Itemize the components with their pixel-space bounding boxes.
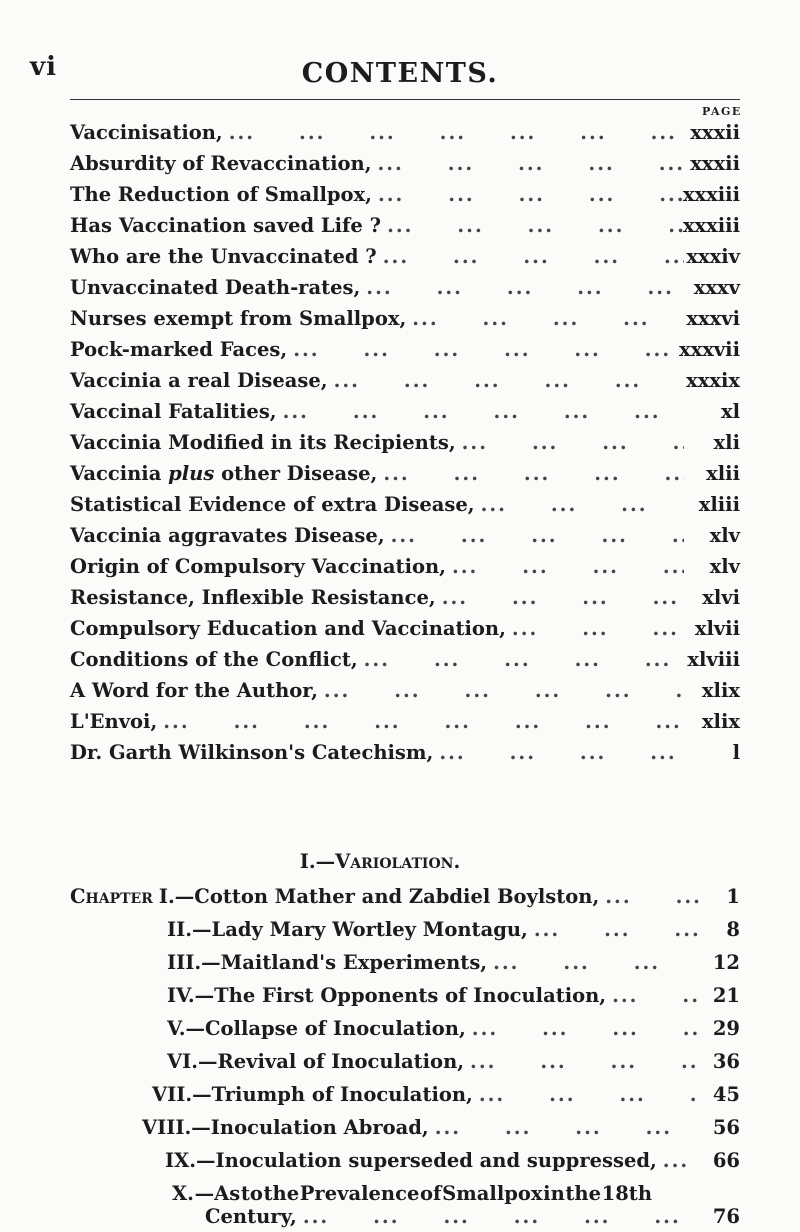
page-column-label: PAGE <box>702 105 742 118</box>
toc-entry-title: Vaccinia Modified in its Recipients, <box>70 431 456 454</box>
word: —As <box>194 1182 241 1205</box>
toc-entry-page: xliii <box>698 493 740 516</box>
dot-leader <box>506 614 684 644</box>
chapter-page: 56 <box>712 1116 740 1139</box>
toc-entry[interactable] <box>70 211 740 241</box>
toc-entry-title: Vaccinia a real Disease, <box>70 369 328 392</box>
dot-leader <box>657 1146 700 1176</box>
chapter-entry[interactable] <box>152 1080 740 1110</box>
toc-entry-title: Has Vaccination saved Life ? <box>70 214 382 237</box>
dot-leader <box>475 490 684 520</box>
chapter-title-text: Century, <box>205 1205 297 1228</box>
dot-leader <box>297 1202 700 1232</box>
chapter-title <box>167 1047 464 1077</box>
page-number: vi <box>30 52 57 82</box>
toc-entry-title: Vaccinal Fatalities, <box>70 400 277 423</box>
dot-leader <box>433 738 684 768</box>
chapter-title-text: —Revival of Inoculation, <box>198 1050 465 1073</box>
toc-entry-title: Vaccinisation, <box>70 121 223 144</box>
toc-entry-page: xxxix <box>686 369 740 392</box>
chapter-title-text: —Lady Mary Wortley Montagu, <box>192 918 528 941</box>
chapter-page: 12 <box>712 951 740 974</box>
word: in <box>543 1182 565 1205</box>
toc-entry[interactable] <box>70 366 740 396</box>
toc-entry[interactable] <box>70 304 740 334</box>
toc-entry-title: Unvaccinated Death-rates, <box>70 276 361 299</box>
toc-entry-page: xlv <box>709 524 740 547</box>
toc-entry-title: Resistance, Inflexible Resistance, <box>70 586 436 609</box>
toc-entry-title-prefix: Vaccinia <box>70 462 169 485</box>
chapter-title-text: —The First Opponents of Inoculation, <box>194 984 607 1007</box>
chapter-page: 8 <box>726 918 740 941</box>
dot-leader <box>436 583 684 613</box>
toc-entry-page: xlix <box>701 679 740 702</box>
toc-entry-page: l <box>732 741 740 764</box>
chapter-numeral: IV. <box>167 984 195 1007</box>
dot-leader <box>328 366 684 396</box>
dot-leader <box>406 304 684 334</box>
chapter-page: 76 <box>712 1205 740 1228</box>
dot-leader <box>318 676 684 706</box>
chapter-numeral: VI. <box>167 1050 199 1073</box>
dot-leader <box>277 397 684 427</box>
toc-entry-title: Origin of Compulsory Vaccination, <box>70 555 446 578</box>
chapter-entry[interactable] <box>70 882 740 912</box>
chapter-title <box>70 882 599 912</box>
toc-entry-title <box>70 459 377 489</box>
toc-entry-page: xxxiv <box>686 245 740 268</box>
toc-entry[interactable] <box>70 614 740 644</box>
toc-entry-page: xxxv <box>693 276 740 299</box>
dot-leader <box>377 242 684 272</box>
toc-entry-page: xlvi <box>702 586 740 609</box>
toc-entry-page: xlii <box>706 462 740 485</box>
dot-leader <box>456 428 684 458</box>
chapter-page: 45 <box>712 1083 740 1106</box>
dot-leader <box>464 1047 700 1077</box>
toc-entry-page: xlv <box>709 555 740 578</box>
chapter-title-text: —Collapse of Inoculation, <box>185 1017 466 1040</box>
toc-entry[interactable] <box>70 552 740 582</box>
dot-leader <box>358 645 684 675</box>
toc-entry-page: xlviii <box>687 648 740 671</box>
chapter-title <box>142 1113 429 1143</box>
toc-entry-title-suffix: other Disease, <box>214 462 378 485</box>
chapter-title <box>167 1014 466 1044</box>
dot-leader <box>429 1113 700 1143</box>
dot-leader <box>372 180 683 210</box>
toc-entry-title: Who are the Unvaccinated ? <box>70 245 377 268</box>
section-heading <box>0 850 760 873</box>
dot-leader <box>385 521 684 551</box>
toc-entry[interactable] <box>70 521 740 551</box>
chapter-numeral: X. <box>172 1182 194 1205</box>
chapter-title <box>152 1080 473 1110</box>
chapter-title <box>167 948 487 978</box>
toc-entry[interactable] <box>70 149 740 179</box>
chapter-title-text: —Cotton Mather and Zabdiel Boylston, <box>174 885 600 908</box>
toc-entry[interactable] <box>70 490 740 520</box>
word: of <box>420 1182 442 1205</box>
toc-entry[interactable] <box>70 707 740 737</box>
toc-entry-page: xxxvi <box>686 307 740 330</box>
chapter-page: 29 <box>712 1017 740 1040</box>
toc-entry[interactable] <box>70 335 740 365</box>
toc-entry[interactable] <box>70 118 740 148</box>
toc-entry-title: Dr. Garth Wilkinson's Catechism, <box>70 741 434 764</box>
dot-leader <box>223 118 684 148</box>
chapter-numeral: VIII. <box>142 1116 192 1139</box>
toc-entry[interactable] <box>70 583 740 613</box>
toc-entry-title: Compulsory Education and Vaccination, <box>70 617 506 640</box>
chapter-entry[interactable] <box>167 915 740 945</box>
chapter-numeral: II. <box>167 918 193 941</box>
chapter-numeral: VII. <box>152 1083 193 1106</box>
toc-entry[interactable] <box>70 273 740 303</box>
word: Prevalence <box>299 1182 420 1205</box>
toc-entry[interactable] <box>70 459 740 489</box>
chapter-title-text: —Maitland's Experiments, <box>201 951 488 974</box>
section-numeral: I.— <box>299 850 336 873</box>
page-title: CONTENTS. <box>301 58 499 89</box>
chapter-title <box>167 915 528 945</box>
toc-entry-page: xxxii <box>690 121 740 144</box>
chapter-entry-line2[interactable] <box>205 1202 740 1232</box>
word: Smallpox <box>442 1182 543 1205</box>
toc-entry-title: Absurdity of Revaccination, <box>70 152 372 175</box>
toc-entry-page: xlvii <box>694 617 740 640</box>
dot-leader <box>377 459 684 489</box>
toc-entry-title: Pock-marked Faces, <box>70 338 288 361</box>
chapter-entry[interactable] <box>167 981 740 1011</box>
dot-leader <box>528 915 700 945</box>
toc-entry-title: Statistical Evidence of extra Disease, <box>70 493 475 516</box>
toc-entry-page: xxxiii <box>682 214 740 237</box>
toc-entry-page: xxxii <box>690 152 740 175</box>
dot-leader <box>473 1080 700 1110</box>
chapter-entry[interactable] <box>142 1113 740 1143</box>
chapter-title <box>165 1146 657 1176</box>
toc-entry[interactable] <box>70 397 740 427</box>
chapter-entry[interactable] <box>165 1146 740 1176</box>
chapter-page: 36 <box>712 1050 740 1073</box>
chapter-page: 66 <box>712 1149 740 1172</box>
chapter-title-text: —Triumph of Inoculation, <box>192 1083 473 1106</box>
chapter-title <box>167 981 606 1011</box>
dot-leader <box>157 707 684 737</box>
dot-leader <box>446 552 684 582</box>
dot-leader <box>487 948 700 978</box>
dot-leader <box>371 149 684 179</box>
toc-entry[interactable] <box>70 242 740 272</box>
word: 18th <box>601 1182 652 1205</box>
toc-entry-title: Nurses exempt from Smallpox, <box>70 307 407 330</box>
dot-leader <box>360 273 684 303</box>
chapter-page: 21 <box>712 984 740 1007</box>
dot-leader <box>381 211 683 241</box>
chapter-title-text: —Inoculation superseded and suppressed, <box>196 1149 657 1172</box>
chapter-title-text: —Inoculation Abroad, <box>191 1116 429 1139</box>
toc-entry-page: xxxvii <box>678 338 740 361</box>
toc-entry[interactable] <box>70 645 740 675</box>
dot-leader <box>466 1014 700 1044</box>
word: the <box>565 1182 602 1205</box>
toc-entry[interactable] <box>70 428 740 458</box>
toc-entry[interactable] <box>70 180 740 210</box>
chapter-entry[interactable] <box>167 1047 740 1077</box>
chapter-numeral: V. <box>167 1017 186 1040</box>
dot-leader <box>287 335 679 365</box>
toc-entry-page: xl <box>720 400 740 423</box>
toc-entry-title-italic: plus <box>168 462 215 485</box>
toc-entry-page: xlix <box>701 710 740 733</box>
toc-entry-title: Conditions of the Conflict, <box>70 648 358 671</box>
chapter-page: 1 <box>726 885 740 908</box>
dot-leader <box>606 981 700 1011</box>
chapter-entry[interactable] <box>167 1014 740 1044</box>
toc-entry[interactable] <box>70 738 740 768</box>
toc-entry-page: xli <box>713 431 740 454</box>
toc-entry-title: A Word for the Author, <box>70 679 318 702</box>
toc-entry-title: The Reduction of Smallpox, <box>70 183 372 206</box>
chapter-numeral: IX. <box>165 1149 197 1172</box>
word: the <box>263 1182 300 1205</box>
dot-leader <box>599 882 700 912</box>
chapter-numeral: III. <box>167 951 202 974</box>
chapter-numeral: I. <box>158 885 175 908</box>
word: to <box>240 1182 263 1205</box>
section-title: Variolation. <box>335 850 461 873</box>
toc-entry-page: xxxiii <box>682 183 740 206</box>
chapter-entry[interactable] <box>167 948 740 978</box>
toc-entry[interactable] <box>70 676 740 706</box>
chapter-label: Chapter <box>70 885 153 908</box>
toc-entry-title: L'Envoi, <box>70 710 158 733</box>
toc-entry-title: Vaccinia aggravates Disease, <box>70 524 385 547</box>
